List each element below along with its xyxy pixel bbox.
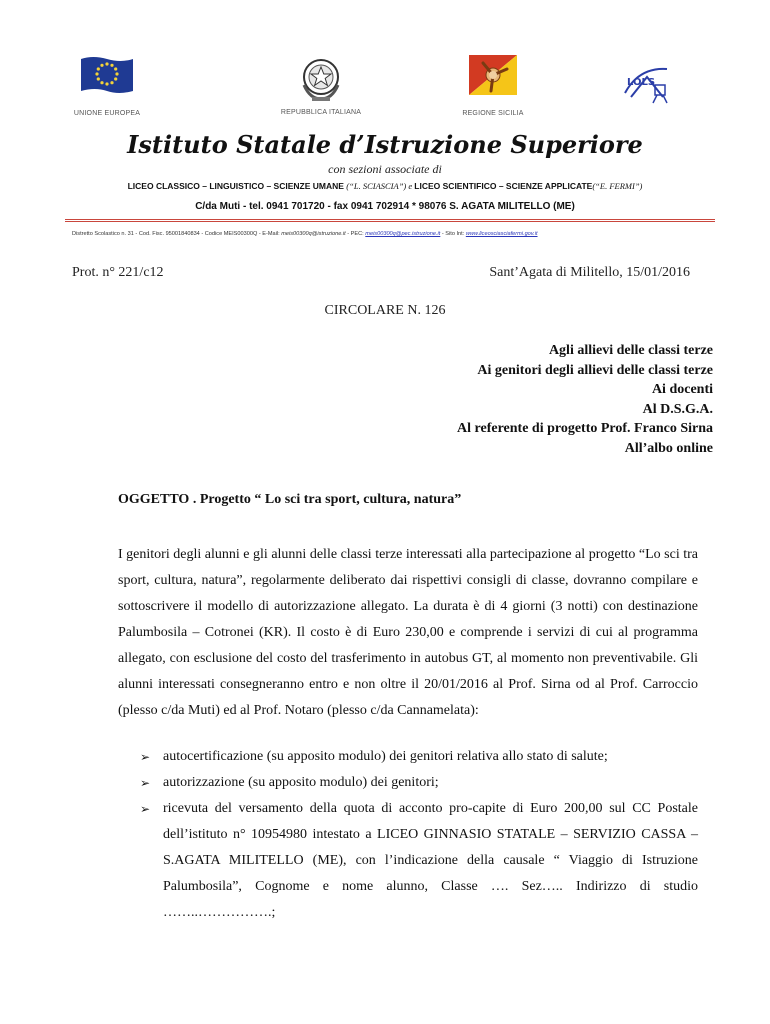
list-item (118, 796, 698, 926)
licei-part-5: – SCIENZE APPLICATE (496, 181, 593, 191)
pec-link[interactable]: meis00300q@pec.istruzione.it (365, 231, 441, 237)
recipient: Agli allievi delle classi terze (548, 343, 713, 358)
licei-part-4: LICEO SCIENTIFICO (414, 181, 497, 191)
list-item-text: autorizzazione (su apposito modulo) dei genitori; (163, 775, 439, 790)
header-divider (65, 219, 715, 222)
protocol-number: Prot. n° 221/c12 (72, 265, 164, 280)
eu-logo (62, 55, 152, 117)
list-item-text: autocertificazione (su apposito modulo) dei genitori relativa allo stato di salute; (163, 749, 608, 764)
recipient: Ai genitori degli allievi delle classi terze (477, 362, 713, 378)
recipient: Al D.S.G.A. (642, 401, 713, 417)
italy-logo (273, 55, 369, 116)
licei-part-2: (“L. SCIASCIA”) (346, 181, 409, 191)
institute-codes (72, 231, 712, 237)
institute-subtitle: con sezioni associate di (328, 162, 442, 176)
school-logo-icon (617, 63, 677, 105)
body-paragraph: I genitori degli alunni e gli alunni delle classi terze interessati alla partecipazione al progetto “Lo sci tra sport, cultura, natura”, regolarmente deliberato dai rispettivi consigli di classe, dovranno compilare e sottoscrivere il modello di autorizzazione allegato. La durata è di 4 giorni (3 notti) con destinazione Palumbosila – Cotronei (KR). Il costo è di Euro 230,00 e comprende i servizi di cui al programma allegato, con esclusione del costo del trasferimento in autobus GT, al momento non preventivabile. Gli alunni interessati consegneranno entro e non oltre il 20/01/2016 al Prof. Sirna od al Prof. Carroccio (plesso c/da Muti) ed al Prof. Notaro (plesso c/da Cannamelata): (118, 547, 698, 718)
website-link[interactable]: www.liceosciasciafermi.gov.it (465, 231, 538, 237)
italian-republic-emblem-icon (298, 55, 344, 103)
licei-part-6: (“E. FERMI”) (592, 181, 643, 191)
recipient: Al referente di progetto Prof. Franco Sirna (457, 421, 713, 436)
institute-address: C/da Muti - tel. 0941 701720 - fax 0941 702914 * 98076 S. AGATA MILITELLO (ME) (195, 201, 575, 212)
arrow-bullet-icon: ➢ (140, 750, 151, 764)
school-logo-text: LOLS (627, 77, 656, 88)
codes-pec-label: - PEC: (345, 231, 366, 237)
school-logo (612, 63, 682, 105)
licei-part-1: LICEO CLASSICO – LINGUISTICO – SCIENZE UMANE (127, 181, 347, 191)
eu-flag-icon (79, 55, 135, 95)
circolare-number: CIRCOLARE N. 126 (324, 303, 446, 318)
recipient: Ai docenti (651, 382, 713, 397)
licei-part-3: e (408, 181, 415, 191)
sicily-caption: REGIONE SICILIA (462, 110, 524, 117)
list-item (118, 770, 698, 796)
email-text: meis00300q@istruzione.it (281, 231, 346, 237)
licei-line (0, 181, 770, 191)
recipients-list (457, 341, 713, 458)
list-item (118, 744, 698, 770)
arrow-bullet-icon: ➢ (140, 776, 151, 790)
place-date: Sant’Agata di Militello, 15/01/2016 (489, 265, 690, 280)
eu-caption: UNIONE EUROPEA (73, 110, 141, 117)
codes-prefix: Distretto Scolastico n. 31 - Cod. Fisc. 95001840834 - Codice MEIS00300Q - E-Mail: (72, 231, 282, 237)
italy-caption: REPUBBLICA ITALIANA (280, 109, 362, 116)
list-item-text: ricevuta del versamento della quota di acconto pro-capite di Euro 200,00 sul CC Postale dell’istituto n° 10954980 intestato a LICEO GINNASIO STATALE – SERVIZIO CASSA – S.AGATA MILITELLO (ME), con l’indicazione della causale “ Viaggio di Istruzione Palumbosila”, Cognome e nome alunno, Classe …. Sez….. Indirizzo di studio ……..…………….; (163, 801, 698, 920)
codes-site-label: - Sito Int: (440, 231, 466, 237)
sicily-logo (453, 55, 533, 117)
institute-title: Istituto Statale d’Istruzione Superiore (127, 130, 643, 159)
arrow-bullet-icon: ➢ (140, 802, 151, 816)
header-logos (0, 55, 770, 125)
sicily-flag-icon (469, 55, 517, 95)
subject-line: OGGETTO . Progetto “ Lo sci tra sport, cultura, natura” (118, 492, 462, 507)
requirements-list (118, 744, 698, 926)
recipient: All’albo online (624, 440, 713, 456)
